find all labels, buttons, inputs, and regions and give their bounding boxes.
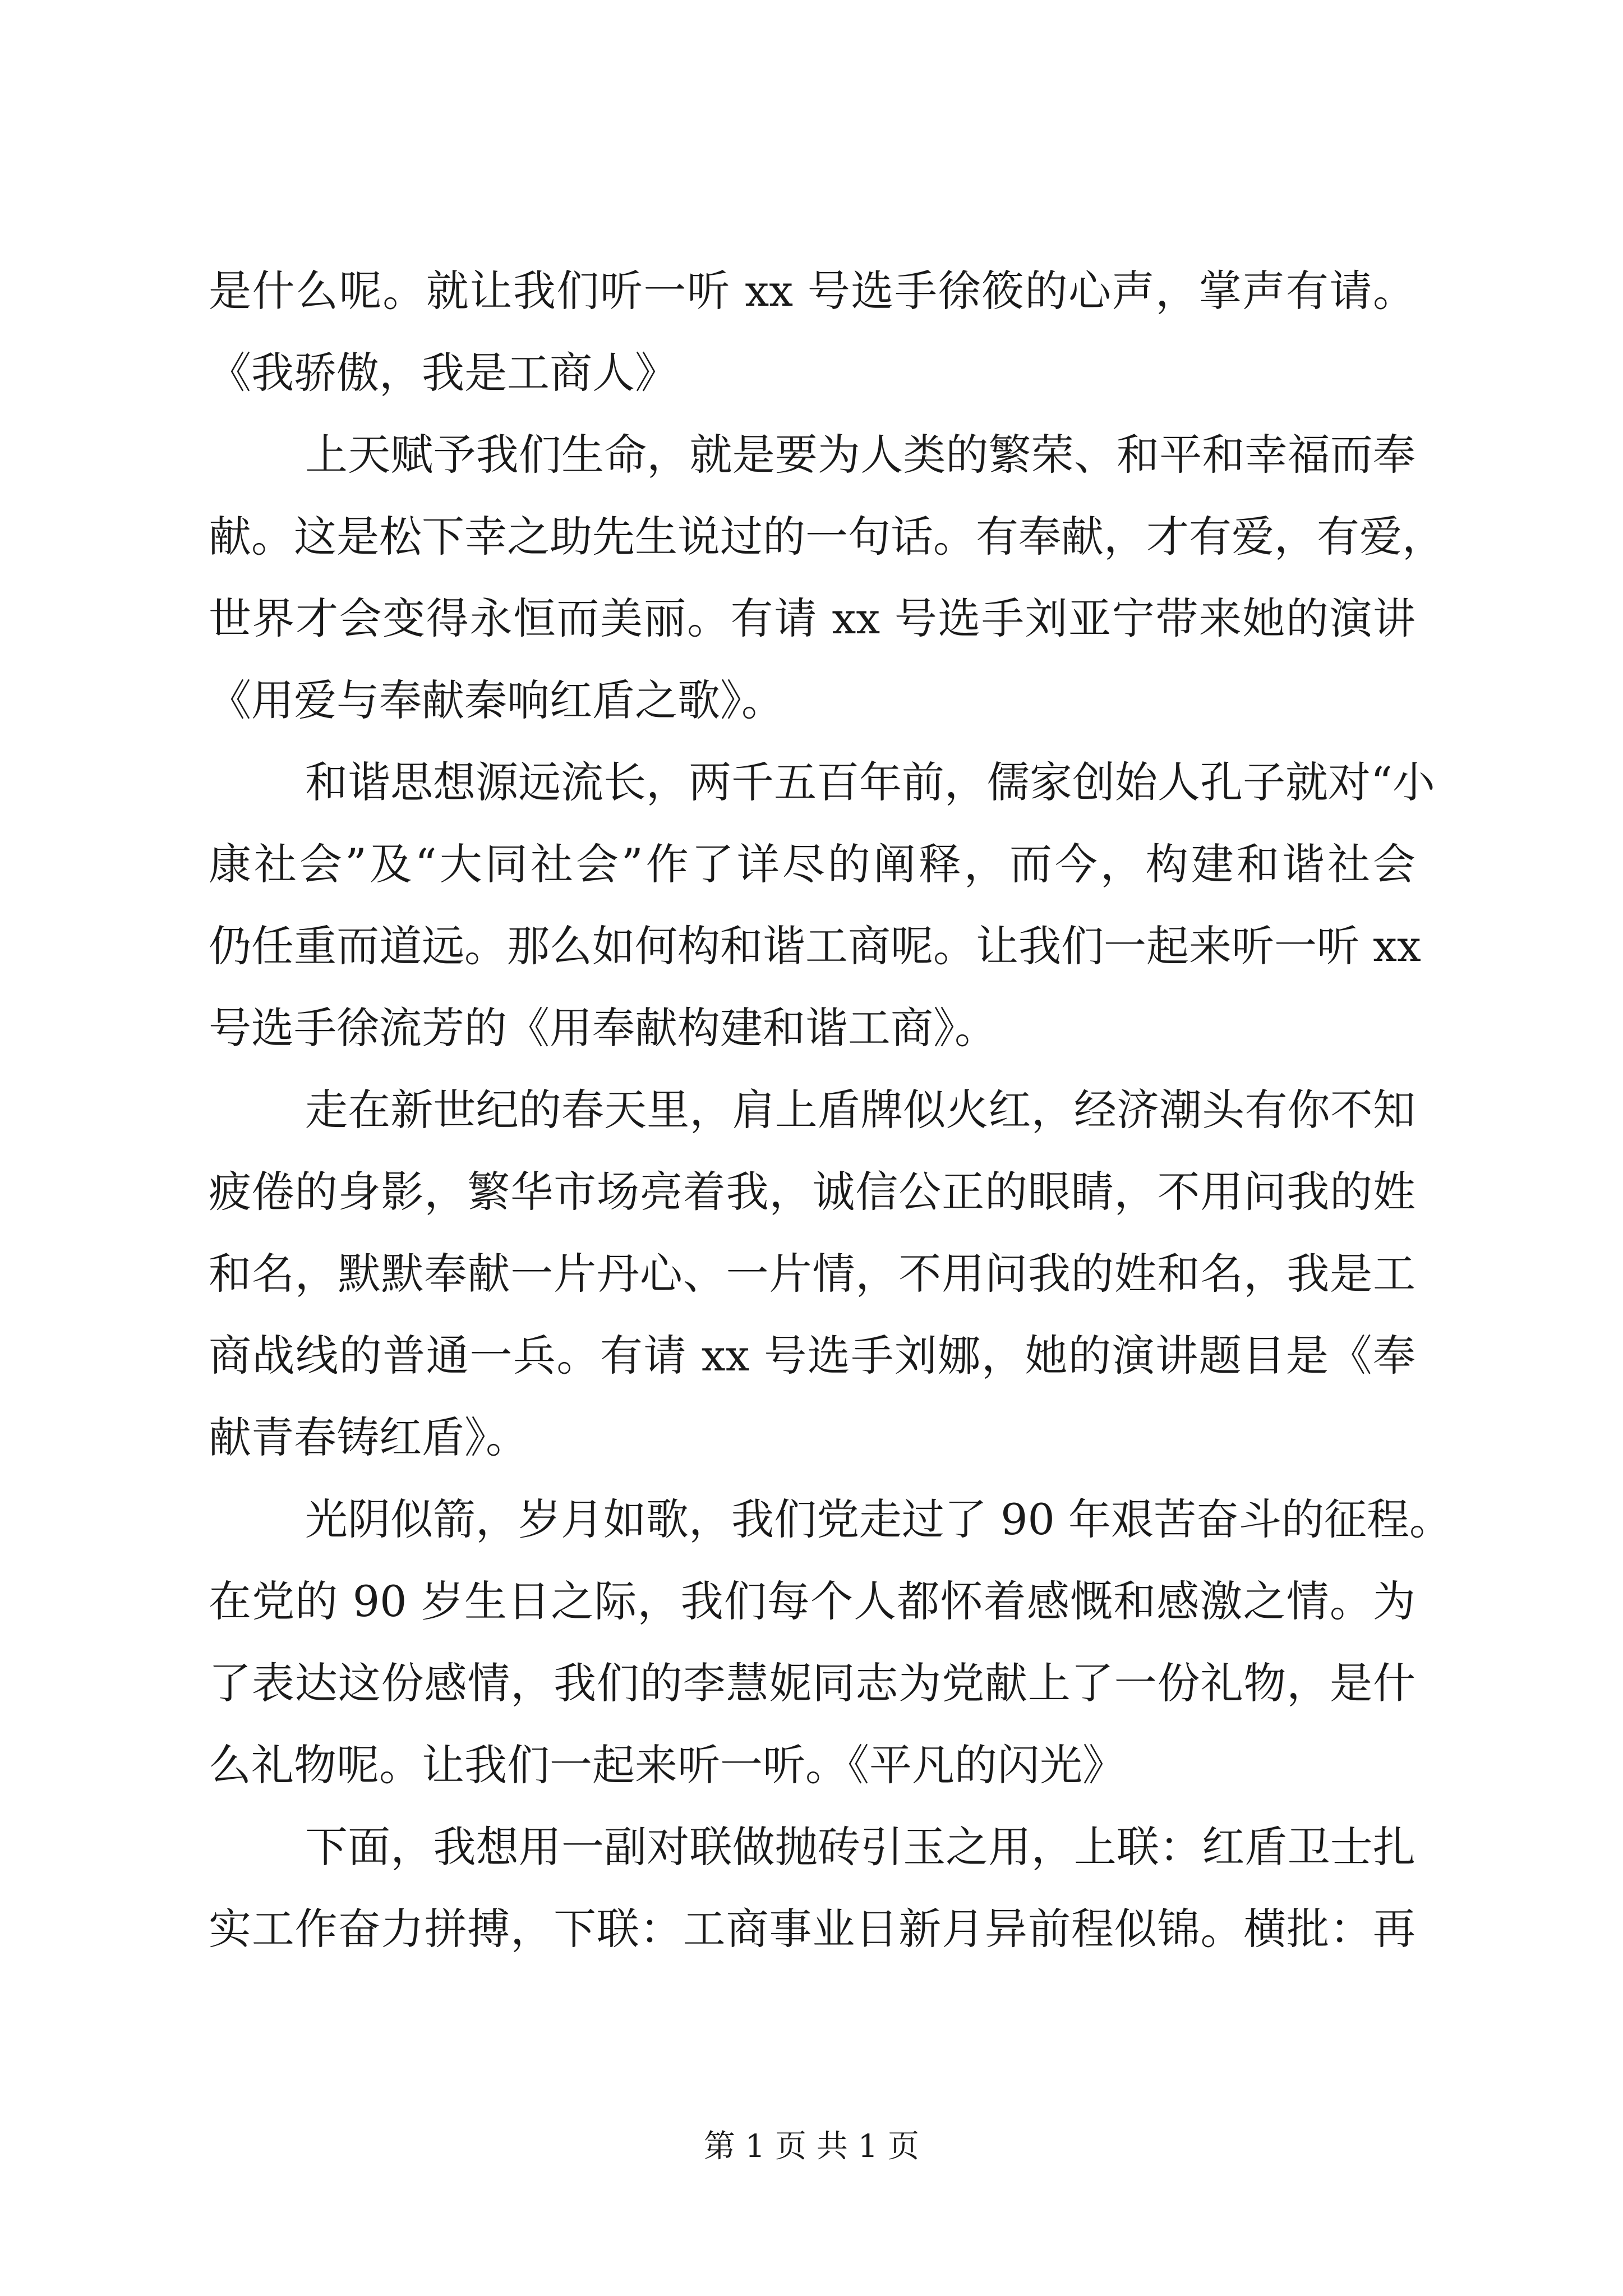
text-line: 在党的 90 岁生日之际，我们每个人都怀着感慨和感激之情。为 [209, 1576, 1415, 1626]
text-line: 和谐思想源远流长，两千五百年前，儒家创始人孔子就对“小 [305, 757, 1435, 807]
text-line: 光阴似箭，岁月如歌，我们党走过了 90 年艰苦奋斗的征程。 [305, 1494, 1453, 1544]
body-text [209, 250, 1453, 1970]
page-footer: 第 1 页 共 1 页 [703, 2128, 920, 2165]
text-line: 走在新世纪的春天里，肩上盾牌似火红，经济潮头有你不知 [305, 1085, 1415, 1135]
text-line: 《我骄傲，我是工商人》 [209, 348, 677, 398]
text-line: 了表达这份感情，我们的李慧妮同志为党献上了一份礼物，是什 [209, 1658, 1415, 1708]
text-line: 实工作奋力拼搏，下联：工商事业日新月异前程似锦。横批：再 [209, 1904, 1415, 1954]
text-line: 下面，我想用一副对联做抛砖引玉之用，上联：红盾卫士扎 [305, 1822, 1415, 1872]
text-line: 康社会”及“大同社会”作了详尽的阐释，而今，构建和谐社会 [209, 839, 1415, 889]
text-line: 是什么呢。就让我们听一听 xx 号选手徐筱的心声，掌声有请。 [209, 266, 1415, 316]
text-line: 商战线的普通一兵。有请 xx 号选手刘娜，她的演讲题目是《奉 [209, 1331, 1415, 1381]
text-line: 献。这是松下幸之助先生说过的一句话。有奉献，才有爱，有爱， [209, 512, 1445, 562]
text-line: 么礼物呢。让我们一起来听一听。《平凡的闪光》 [209, 1740, 1125, 1790]
text-line: 献青春铸红盾》。 [209, 1412, 528, 1462]
text-line: 世界才会变得永恒而美丽。有请 xx 号选手刘亚宁带来她的演讲 [209, 593, 1415, 643]
text-line: 疲倦的身影，繁华市场亮着我，诚信公正的眼睛，不用问我的姓 [209, 1167, 1415, 1217]
text-line: 仍任重而道远。那么如何构和谐工商呢。让我们一起来听一听 xx [209, 921, 1421, 971]
text-line: 号选手徐流芳的《用奉献构建和谐工商》。 [209, 1003, 997, 1053]
text-line: 《用爱与奉献秦响红盾之歌》。 [209, 675, 784, 725]
text-line: 上天赋予我们生命，就是要为人类的繁荣、和平和幸福而奉 [305, 430, 1415, 480]
text-line: 和名，默默奉献一片丹心、一片情，不用问我的姓和名，我是工 [209, 1249, 1415, 1299]
